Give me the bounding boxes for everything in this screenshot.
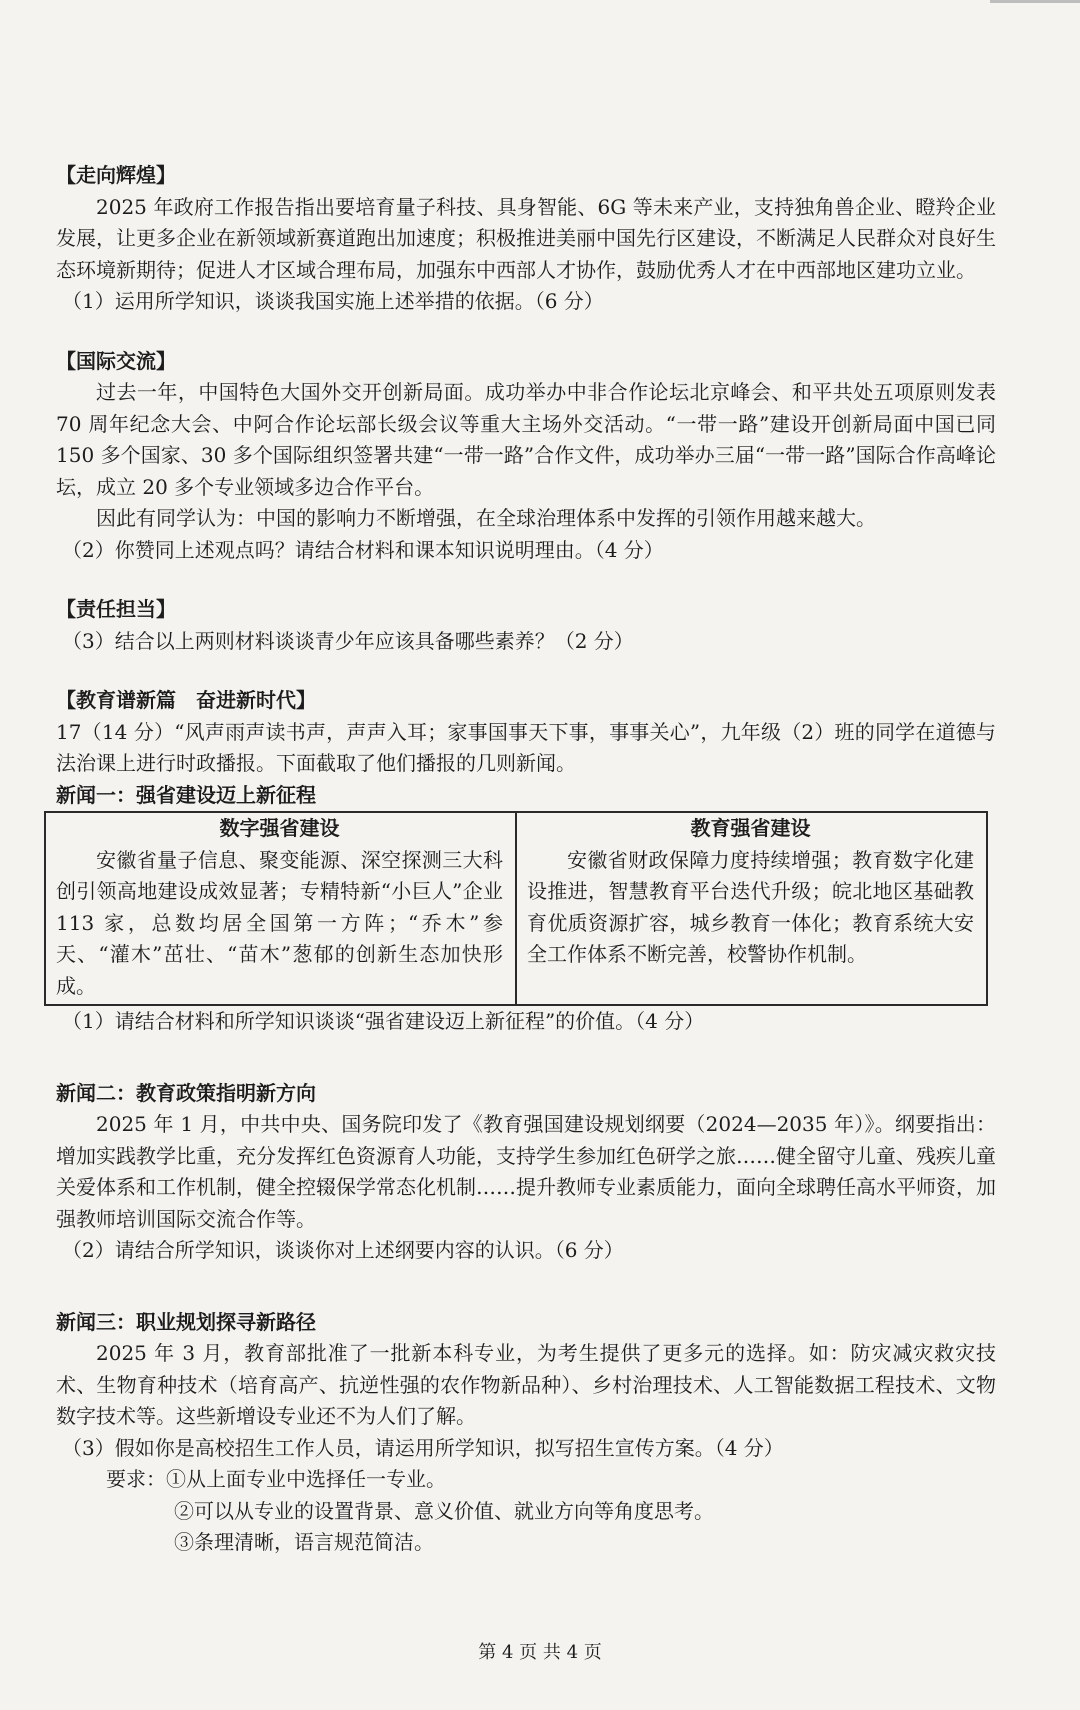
news3-paragraph: 2025 年 3 月，教育部批准了一批新本科专业，为考生提供了更多元的选择。如：防灾减灾救灾技术、生物育种技术（培育高产、抗逆性强的农作物新品种）、乡村治理技术、人工智能数据工程技术、文物数字技术等。这些新增设专业还不为人们了解。	[56, 1341, 996, 1428]
question-17-intro: 17（14 分）“风声雨声读书声，声声入耳；家事国事天下事，事事关心”，九年级（2）班的同学在道德与法治课上进行时政播报。下面截取了他们播报的几则新闻。	[56, 719, 996, 775]
news3-question: （3）假如你是高校招生工作人员，请运用所学知识，拟写招生宣传方案。（4 分）	[62, 1435, 784, 1460]
news2-title: 新闻二：教育政策指明新方向	[56, 1080, 316, 1105]
section-heading-responsibility: 【责任担当】	[56, 597, 176, 621]
news3-requirement-2: ②可以从专业的设置背景、意义价值、就业方向等角度思考。	[174, 1498, 714, 1523]
question-2: （2）你赞同上述观点吗？请结合材料和课本知识说明理由。（4 分）	[62, 537, 664, 562]
news1-right-title: 教育强省建设	[690, 816, 811, 840]
news1-right-text: 安徽省财政保障力度持续增强；教育数字化建设推进，智慧教育平台迭代升级；皖北地区基础教育优质资源扩容，城乡教育一体化；教育系统大安全工作体系不断完善，校警协作机制。	[527, 847, 974, 966]
news1-left-text: 安徽省量子信息、聚变能源、深空探测三大科创引领高地建设成效显著；专精特新“小巨人”企业 113 家，总数均居全国第一方阵；“乔木”参天、“灌木”茁壮、“苗木”葱郁的创新生态加快形成。	[56, 847, 503, 998]
section-heading-education: 【教育谱新篇 奋进新时代】	[56, 688, 316, 712]
top-edge-mark	[990, 0, 1080, 3]
section-paragraph-viewpoint: 因此有同学认为：中国的影响力不断增强，在全球治理体系中发挥的引领作用越来越大。	[96, 506, 876, 530]
news3-requirement-3: ③条理清晰，语言规范简洁。	[174, 1530, 434, 1554]
section-heading-international: 【国际交流】	[56, 348, 176, 373]
section-paragraph-glory: 2025 年政府工作报告指出要培育量子科技、具身智能、6G 等未来产业，支持独角兽企业、瞪羚企业发展，让更多企业在新领域新赛道跑出加速度；积极推进美丽中国先行区建设，不断满足人民群众对良好生态环境新期待；促进人才区域合理布局，加强东中西部人才协作，鼓励优秀人才在中西部地区建功立业。	[56, 194, 996, 282]
page-footer: 第 4 页 共 4 页	[478, 1642, 602, 1663]
news1-right-cell	[515, 813, 986, 1004]
news1-left-cell	[46, 813, 515, 1004]
question-1: （1）运用所学知识，谈谈我国实施上述举措的依据。（6 分）	[62, 289, 604, 313]
section-paragraph-international: 过去一年，中国特色大国外交开创新局面。成功举办中非合作论坛北京峰会、和平共处五项原则发表 70 周年纪念大会、中阿合作论坛部长级会议等重大主场外交活动。“一带一路”建设开创新局面中国已同 150 多个国家、30 多个国际组织签署共建“一带一路”合作文件，成功举办三届“一带一路”国际合作高峰论坛，成立 20 多个专业领域多边合作平台。	[56, 380, 996, 499]
news1-question: （1）请结合材料和所学知识谈谈“强省建设迈上新征程”的价值。（4 分）	[62, 1009, 705, 1033]
news1-title: 新闻一：强省建设迈上新征程	[56, 782, 316, 807]
exam-page	[56, 160, 996, 1559]
section-heading-glory: 【走向辉煌】	[56, 163, 176, 187]
news3-title: 新闻三：职业规划探寻新路径	[56, 1309, 316, 1334]
news1-left-title: 数字强省建设	[219, 816, 340, 840]
news1-table	[44, 811, 988, 1006]
question-3: （3）结合以上两则材料谈谈青少年应该具备哪些素养？（2 分）	[62, 628, 634, 653]
news2-paragraph: 2025 年 1 月，中共中央、国务院印发了《教育强国建设规划纲要（2024—2035 年）》。纲要指出：增加实践教学比重，充分发挥红色资源育人功能，支持学生参加红色研学之旅……健全留守儿童、残疾儿童关爱体系和工作机制，健全控辍保学常态化机制……提升教师专业素质能力，面向全球聘任高水平师资，加强教师培训国际交流合作等。	[56, 1112, 996, 1231]
news2-question: （2）请结合所学知识，谈谈你对上述纲要内容的认识。（6 分）	[62, 1238, 624, 1262]
news3-requirement-1: 要求：①从上面专业中选择任一专业。	[106, 1467, 446, 1491]
